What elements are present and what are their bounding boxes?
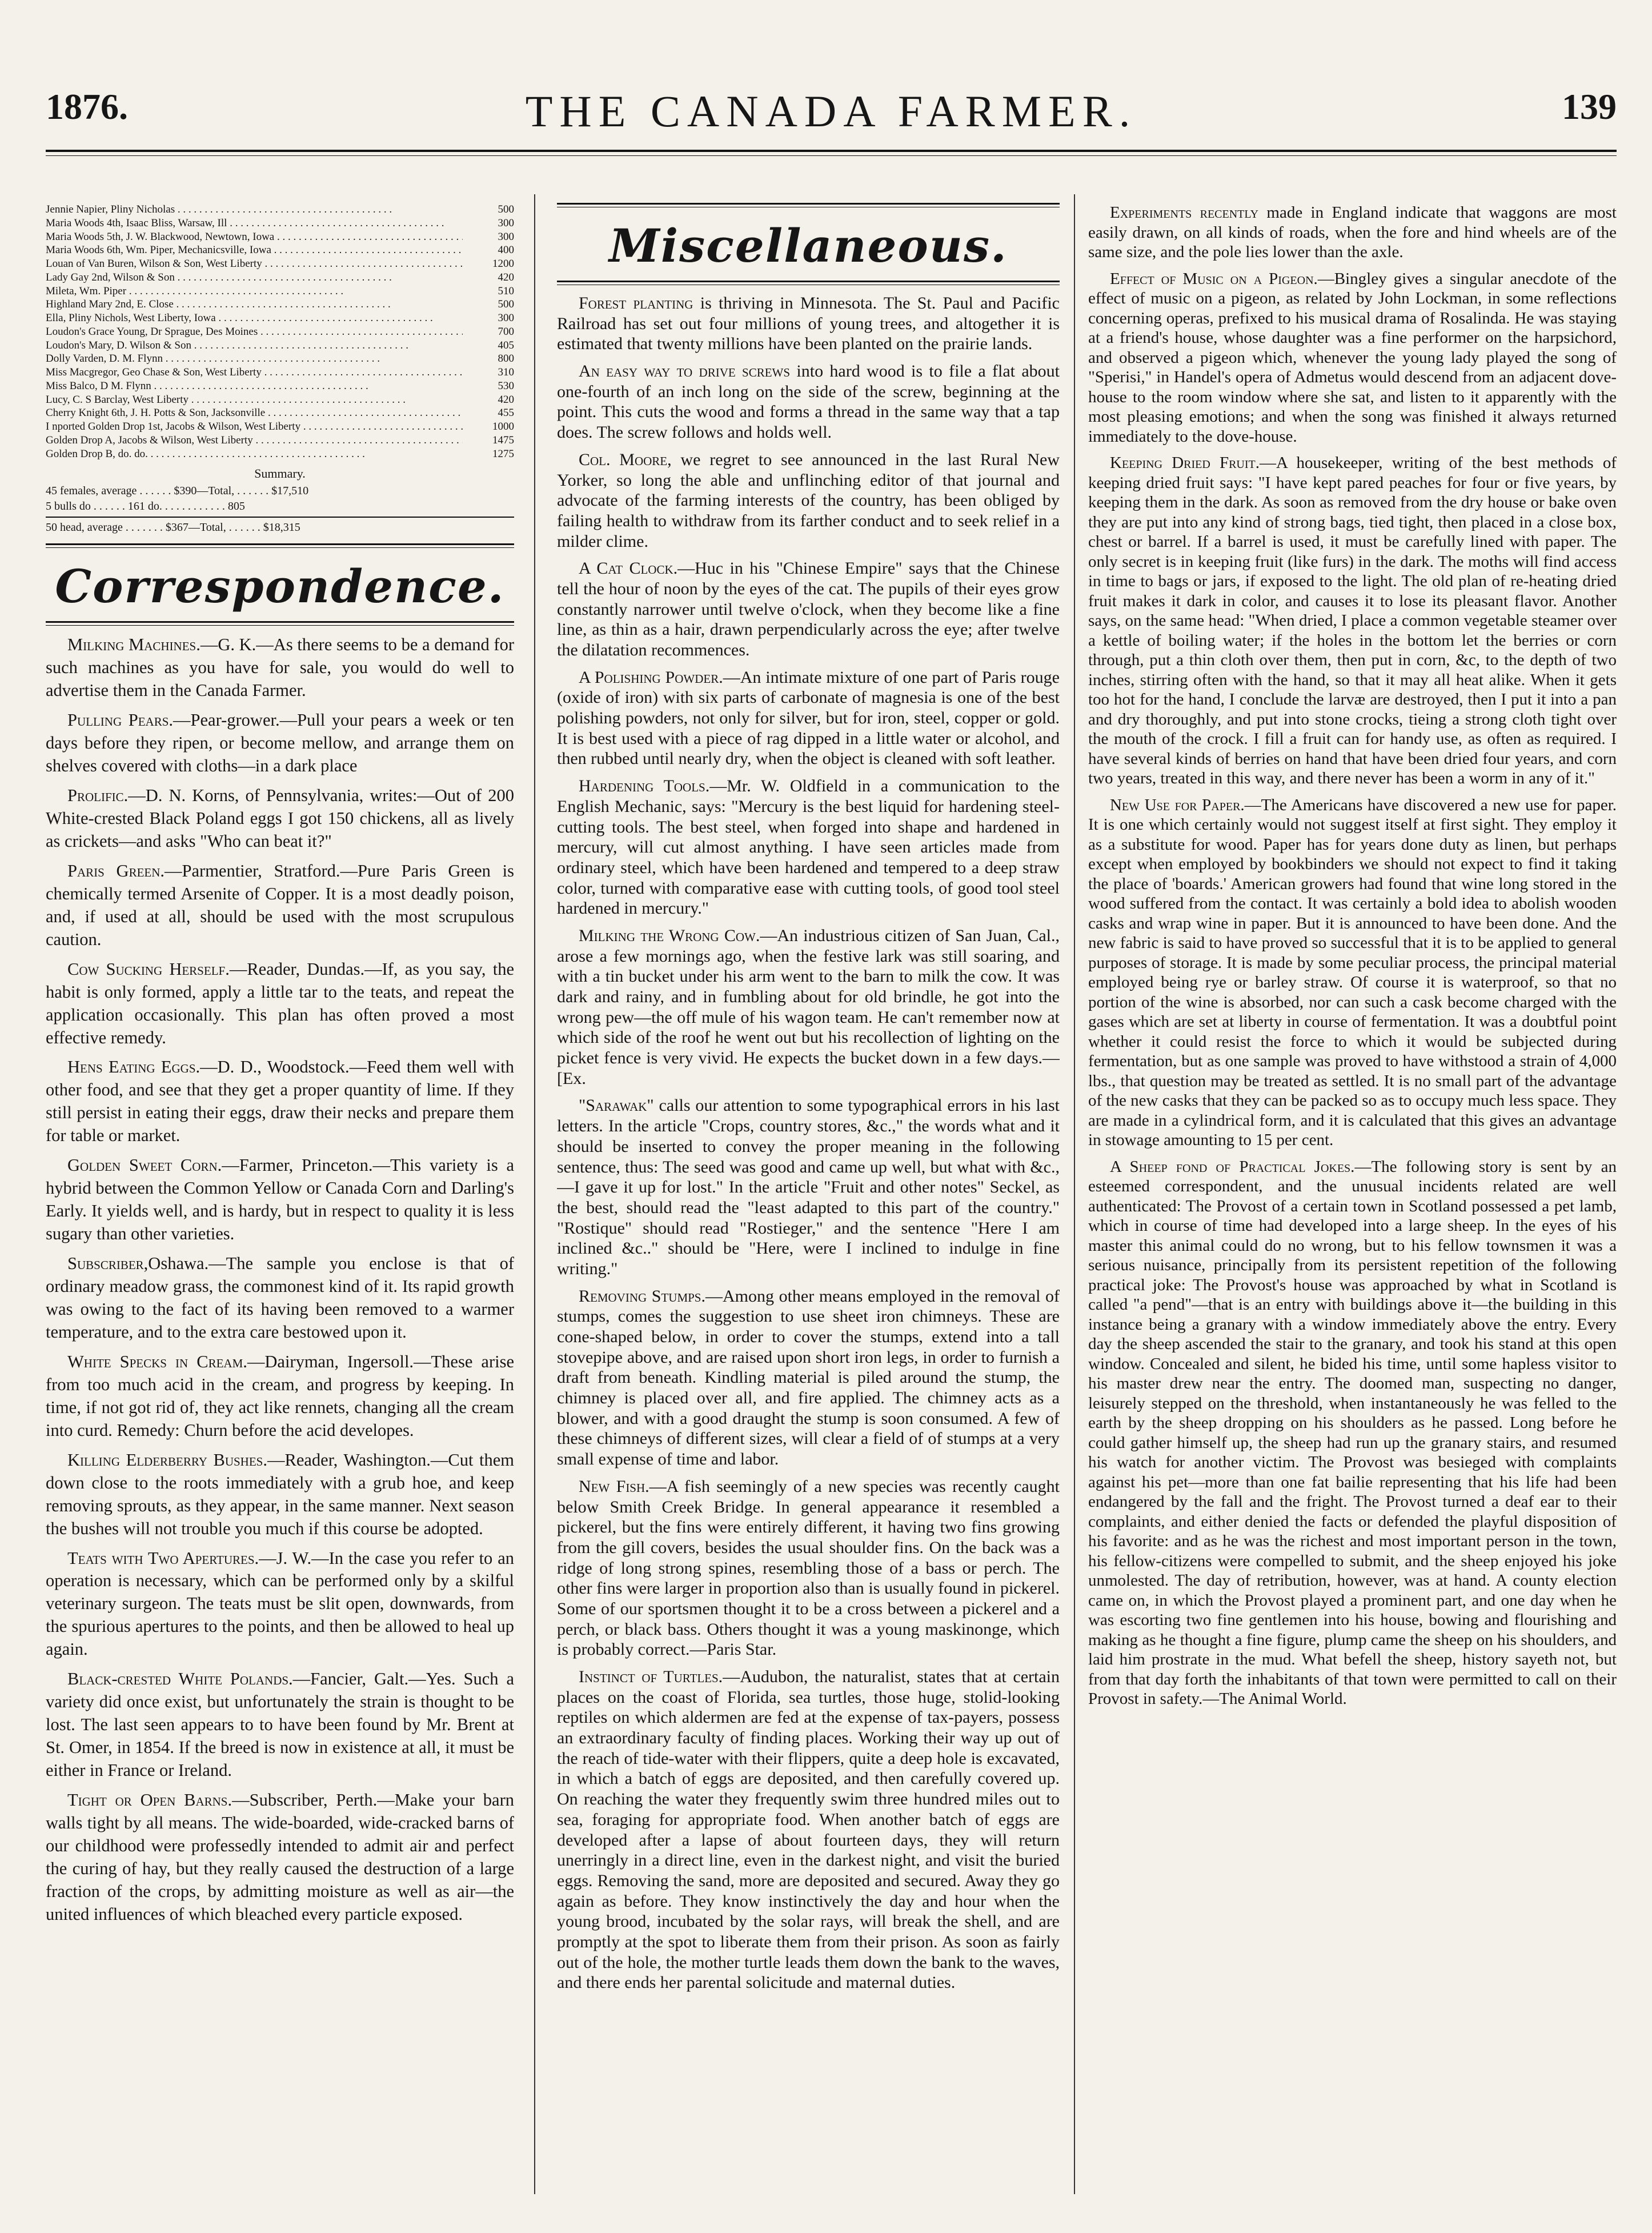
record-name: Cherry Knight 6th, J. H. Potts & Son, Jacksonville . . . [46, 406, 463, 420]
sale-record [46, 311, 514, 325]
article-lead: Cow Sucking Herself. [67, 959, 230, 979]
record-name: Maria Woods 6th, Wm. Piper, Mechanicsville, Iowa . . . [46, 243, 463, 257]
sale-record [46, 447, 514, 461]
column-right [1088, 203, 1617, 1716]
article-text: —Bingley gives a singular anecdote of the effect of music on a pigeon, as related by John Lockman, in some reflections concerning operas, prefixed to his musical drama of Rosalinda. He was staying at a friend's house, whose daughter was a fine performer on the harpsichord, and observed a pigeon which, whenever the young lady played the song of "Sperisi," in Handel's opera of Admetus would descend from an adjacent dove-house to the room window where she sat, and listen to it apparently with the most pleasing emotions; and when the song was finished it always returned immediately to the dove-house. [1088, 269, 1617, 446]
article-lead: Experiments recently [1110, 203, 1259, 222]
section-heading-miscellaneous: Miscellaneous. [609, 219, 1008, 273]
article-text: —A housekeeper, writing of the best methods of keeping dried fruit says: "I have kept pared peaches for four or five years, by keeping them in the dark. As soon as removed from the dry house or bake oven they are put into any kind of strong bags, tied tight, then placed in a close box, chest or barrel. If a barrel is used, it must be carefully lined with paper. The only secret is in keeping fruit (like furs) in the dark. The moths will find access in time to bags or jars, if exposed to the light. The old plan of re-heating dried fruit makes it dark in color, and causes it to lose its pleasant flavor. Another says, on the same head: "When dried, I place a common vegetable steamer over a kettle of boiling water; if the holes in the bottom let the berries or corn through, put a thin cloth over them, then put in corn, &c, to the depth of two inches, stirring often with the hand, so that it may all heat alike. When it gets too hot for the hand, I conclude the larvæ are destroyed, then I put it into a pan and dry thoroughly, and put into stone crocks, tieing a strong cloth tight over the mouth of the crock. I fill a fruit can for handy use, as often as required. I have several kinds of berries on hand that have been dried four years, and corn two years, treated in this way, and there never has been a worm in any of it." [1088, 454, 1617, 787]
article-paragraph [46, 1789, 514, 1926]
article-text: —Parmentier, Stratford.—Pure Paris Green is chemically termed Arsenite of Copper. It is a most deadly poison, and, if used at all, should be used with the most scrupulous caution. [46, 861, 514, 949]
record-value: 310 [498, 366, 514, 378]
correspondence-articles [46, 634, 514, 1926]
article-lead: Killing Elderberry Bushes. [67, 1450, 267, 1470]
article-text: —D. D., Woodstock.—Feed them well with other food, and see that they get a proper quantity of lime. If they still persist in eating their eggs, draw their necks and prepare them for table or market. [46, 1057, 514, 1146]
article-text: —Reader, Washington.—Cut them down close to the roots immediately with a grub hoe, and keep removing sprouts, as they appear, in the same manner. Next season the bushes will not trouble you much if this course be adopted. [46, 1450, 514, 1538]
article-lead: An easy way to drive screws [579, 362, 791, 381]
article-paragraph [46, 1449, 514, 1540]
article-lead: White Specks in Cream. [67, 1351, 247, 1371]
article-text: —Among other means employed in the removal of stumps, comes the suggestion to use sheet iron chimneys. These are cone-shaped below, in order to cover the stumps, extend into a tall stovepipe above, and are raised upon short iron legs, in order to furnish a draft from beneath. Kindling material is piled around the stump, the chimney is placed over all, and fire applied. The chimney acts as a blower, and with a good draught the stump is soon consumed. A few of these chimneys of different sizes, will clear a field of of stumps at a very small expense of time and labor. [557, 1286, 1060, 1469]
record-value: 300 [498, 217, 514, 229]
article-lead: Prolific. [67, 785, 129, 805]
record-name: Jennie Napier, Pliny Nicholas . . . [46, 203, 463, 217]
record-name: Golden Drop B, do. do. . . . [46, 447, 463, 461]
article-lead: Paris Green. [67, 861, 165, 881]
article-paragraph [557, 667, 1060, 769]
column-divider [534, 194, 535, 2194]
record-name: Miss Macgregor, Geo Chase & Son, West Liberty . . . [46, 366, 463, 379]
record-name: I nported Golden Drop 1st, Jacobs & Wilson, West Liberty . . . [46, 420, 463, 434]
article-paragraph [557, 450, 1060, 551]
article-paragraph [557, 558, 1060, 660]
record-name: Lucy, C. S Barclay, West Liberty . . . [46, 393, 463, 407]
article-text: —G. K.—As there seems to be a demand for such machines as you have for sale, you would do well to advertise them in the Canada Farmer. [46, 635, 514, 701]
record-value: 300 [498, 230, 514, 243]
article-text: Oshawa.—The sample you enclose is that of ordinary meadow grass, the commonest kind of it. Its rapid growth was owing to the fact of its having been removed to a warmer temperature, and to the extra care bestowed upon it. [46, 1254, 514, 1342]
article-text: —J. W.—In the case you refer to an operation is necessary, which can be performed only by a skilful veterinary surgeon. The teats must be slit open, downwards, from the spurious apertures to the points, and then be allowed to heal up again. [46, 1548, 514, 1659]
article-paragraph [557, 1667, 1060, 1993]
record-name: Dolly Varden, D. M. Flynn . . . [46, 352, 463, 366]
article-lead: Instinct of Turtles. [579, 1667, 723, 1686]
article-lead: Tight or Open Barns. [67, 1790, 232, 1810]
column-right-articles [1088, 203, 1617, 1709]
record-name: Loudon's Mary, D. Wilson & Son . . . [46, 339, 463, 353]
article-text: —Subscriber, Perth.—Make your barn walls tight by all means. The wide-boarded, wide-cracked barns of our childhood were professedly intended to admit air and perfect the curing of hay, but they really caused the destruction of a large fraction of the crops, by admitting moisture as well as air—the united influences of which bleached every particle exposed. [46, 1790, 514, 1924]
article-lead: Effect of Music on a Pigeon. [1110, 269, 1318, 288]
sale-record [46, 217, 514, 230]
record-name: Miss Balco, D M. Flynn . . . [46, 379, 463, 393]
record-name: Lady Gay 2nd, Wilson & Son . . . [46, 271, 463, 285]
article-paragraph [557, 926, 1060, 1089]
article-lead: Keeping Dried Fruit. [1110, 454, 1260, 472]
article-lead: Forest planting [579, 294, 693, 313]
record-value: 420 [498, 271, 514, 283]
column-divider [1074, 194, 1075, 2194]
sale-record [46, 203, 514, 217]
record-value: 800 [498, 353, 514, 365]
article-paragraph [46, 1056, 514, 1147]
article-paragraph [557, 776, 1060, 919]
section-divider [46, 621, 514, 626]
article-lead: Teats with Two Apertures. [67, 1548, 259, 1568]
sale-record [46, 257, 514, 271]
article-lead: Golden Sweet Corn. [67, 1155, 222, 1175]
record-value: 530 [498, 379, 514, 392]
sale-record [46, 366, 514, 379]
article-paragraph [46, 1547, 514, 1662]
record-name: Louan of Van Buren, Wilson & Son, West Liberty . . . [46, 257, 463, 271]
header-rule [46, 150, 1617, 152]
page-number: 139 [1562, 86, 1617, 127]
article-text: —An industrious citizen of San Juan, Cal., arose a few mornings ago, when the festive lark was still soaring, and with a tin bucket under his arm went to the barn to milk the cow. It was dark and rainy, and in fumbling about for old brindle, he got into the wrong pew—the off mule of his wagon team. He can't remember now at which side of the roof he went out but his recollection of lighting on the picket fence is very vivid. He expects the bucket down in a few days.—[Ex. [557, 926, 1060, 1088]
section-heading-correspondence: Correspondence. [55, 559, 505, 614]
record-name: Ella, Pliny Nichols, West Liberty, Iowa . . . [46, 311, 463, 325]
article-text: made in England indicate that waggons are most easily drawn, on all kinds of roads, when the fore and hind wheels are of the same size, and the pole lies lower than the axle. [1088, 203, 1617, 261]
record-name: Maria Woods 4th, Isaac Bliss, Warsaw, Ill . . . [46, 217, 463, 230]
article-text: we regret to see announced in the last Rural New Yorker, so long the able and unflinching editor of that journal and advocate of the farming interests of the country, has been obliged by failing health to withdraw from its farther conduct and to seek relief in a milder clime. [557, 450, 1060, 551]
article-text: —Pear-grower.—Pull your pears a week or ten days before they ripen, or become mellow, and arrange them on shelves covered with cloths—in a dark place [46, 710, 514, 776]
sale-record [46, 406, 514, 420]
article-text: —Audubon, the naturalist, states that at certain places on the coast of Florida, sea turtles, those huge, stolid-looking reptiles on which aldermen are fed at the expense of tax-payers, possess an extraordinary faculty of finding places. Working their way up out of the reach of tide-water with their flippers, quite a deep hole is excavated, in which a batch of eggs are deposited, and then carefully covered up. On reaching the water they frequently swim three hundred miles out to sea, foraging for appropriate food. When another batch of eggs are developed after a lapse of about fourteen days, they will return unerringly in a direct line, even in the darkest night, and visit the buried eggs. Removing the sand, more are deposited and secured. Away they go again as before. They know instinctively the day and hour when the young brood, incubated by the solar rays, will break the shell, and are promptly at the spot to liberate them from their prison. As soon as fairly out of the hole, the mother turtle leads them down the bank to the waves, and there ends her parental solicitude and maternal duties. [557, 1667, 1060, 1992]
record-value: 1200 [492, 258, 514, 270]
article-paragraph [46, 1252, 514, 1344]
record-value: 510 [498, 285, 514, 297]
record-value: 400 [498, 244, 514, 257]
article-paragraph [46, 709, 514, 778]
article-text: —Dairyman, Ingersoll.—These arise from too much acid in the cream, and progress by keeping. In time, if not got rid of, they act like rennets, changing all the cream into curd. Remedy: Churn before the acid developes. [46, 1351, 514, 1440]
article-lead: A Sheep fond of Practical Jokes. [1110, 1157, 1355, 1176]
masthead [46, 86, 1617, 137]
article-lead: New Fish. [579, 1476, 649, 1496]
summary-line: 5 bulls do . . . . . . 161 do. . . . . . . . . . . . 805 [46, 500, 245, 513]
article-lead: Removing Stumps. [579, 1286, 705, 1306]
article-paragraph [1088, 795, 1617, 1150]
record-value: 1275 [492, 447, 514, 460]
summary-line: 45 females, average . . . . . . $390—Total, . . . . . . $17,510 [46, 485, 309, 498]
article-paragraph [46, 1351, 514, 1442]
article-paragraph [557, 1286, 1060, 1470]
article-lead: "Sarawak" [579, 1096, 654, 1115]
sale-record [46, 230, 514, 244]
publication-title: THE CANADA FARMER. [525, 86, 1137, 136]
record-value: 405 [498, 339, 514, 351]
article-lead: Milking the Wrong Cow. [579, 926, 760, 945]
article-paragraph [557, 1095, 1060, 1279]
article-paragraph [46, 785, 514, 853]
article-text: —Reader, Dundas.—If, as you say, the habit is only formed, apply a little tar to the teats, and repeat the application occasionally. This plan has often proved a most effective remedy. [46, 959, 514, 1047]
sale-record [46, 285, 514, 298]
record-value: 455 [498, 407, 514, 419]
article-paragraph [1088, 453, 1617, 789]
sale-record [46, 339, 514, 353]
article-lead: New Use for Paper. [1110, 795, 1245, 814]
article-lead: Pulling Pears. [67, 710, 174, 730]
sale-record [46, 243, 514, 257]
article-lead: A Polishing Powder. [579, 667, 723, 687]
sale-records-list [46, 203, 514, 461]
article-paragraph [557, 1476, 1060, 1660]
sale-record [46, 325, 514, 339]
column-middle [557, 203, 1060, 2000]
article-lead: Black-crested White Polands. [67, 1669, 293, 1689]
article-paragraph [1088, 1157, 1617, 1709]
article-paragraph [46, 1668, 514, 1782]
sale-record [46, 352, 514, 366]
section-divider [557, 281, 1060, 285]
article-text: is thriving in Minnesota. The St. Paul and Pacific Railroad has set out four millions of young trees, and altogether it is estimated that twenty millions have been planted on the prairie lands. [557, 294, 1060, 354]
sale-record [46, 420, 514, 434]
article-lead: Subscriber, [67, 1254, 149, 1274]
article-text: —The Americans have discovered a new use for paper. It is one which certainly would not suggest itself at first sight. They employ it as a substitute for wood. Paper has for years done duty as linen, but perhaps except when employed by bookbinders we should not expect to find it taking the place of 'boards.' American growers had found that wine long stored in the wood suffered from the contact. It was certainly a bold idea to abolish wooden casks and wrap wine in paper. But it is announced to have been done. And the new fabric is said to have proved so successful that it is to be applied to general purposes of storage. It is made by some peculiar process, the principal material employed being rye or barley straw. Of course it is waterproof, so that no portion of the wine is absorbed, nor can such a cask become charged with the gases which are set at liberty in course of fermentation. It was a doubtful point whether it could resist the force to which it would be subjected during fermentation, but as one sample was proved to have withstood a strain of 4,000 lbs., that question may be treated as settled. It is no small part of the advantage of the new casks that they can be packed so as to occupy much less space. They are made in a cylindrical form, and it is calculated that this gives an advantage in stowage amounting to 15 per cent. [1088, 795, 1617, 1149]
record-value: 500 [498, 298, 514, 311]
article-paragraph [46, 634, 514, 702]
sale-record [46, 271, 514, 285]
record-value: 1475 [492, 434, 514, 446]
article-paragraph [1088, 203, 1617, 262]
record-value: 300 [498, 312, 514, 324]
article-text: —Fancier, Galt.—Yes. Such a variety did once exist, but unfortunately the strain is thought to be lost. The last seen appears to to have been found by Mr. Brent at St. Omer, in 1854. If the breed is now in existence at all, it must be either in France or Ireland. [46, 1669, 514, 1780]
sale-record [46, 393, 514, 407]
sale-record [46, 434, 514, 447]
record-value: 500 [498, 203, 514, 215]
sale-record [46, 379, 514, 393]
article-text: —An intimate mixture of one part of Paris rouge (oxide of iron) with six parts of carbonate of magnesia is one of the best polishing powders, not only for silver, but for iron, steel, copper or gold. It is best used with a piece of rag dipped in a little water or alcohol, and then rubbed until nearly dry, when the object is cleaned with soft leather. [557, 667, 1060, 769]
article-paragraph [46, 860, 514, 951]
article-text: —Huc in his "Chinese Empire" says that the Chinese tell the hour of noon by the eyes of the cat. The pupils of their eyes grow constantly narrower until twelve o'clock, when they become like a fine line, as thin as a hair, drawn perpendicularly across the eye; after twelve the dilatation recommences. [557, 559, 1060, 659]
record-name: Maria Woods 5th, J. W. Blackwood, Newtown, Iowa . . . [46, 230, 463, 244]
issue-year: 1876. [46, 86, 128, 127]
record-name: Highland Mary 2nd, E. Close . . . [46, 298, 463, 311]
record-value: 700 [498, 325, 514, 338]
article-paragraph [557, 361, 1060, 443]
section-divider [557, 203, 1060, 207]
article-lead: Hens Eating Eggs. [67, 1057, 201, 1077]
sale-record [46, 298, 514, 311]
article-text: —Mr. W. Oldfield in a communication to the English Mechanic, says: "Mercury is the best liquid for hardening steel-cutting tools. The best steel, when forged into shape and hardened in mercury, will cut almost anything. I have seen articles made from ordinary steel, which have been hardened and tempered to a deep straw color, turned with comparative ease with cutting tools, of good tool steel hardened in mercury." [557, 777, 1060, 918]
section-divider [46, 543, 514, 548]
record-value: 1000 [492, 421, 514, 433]
article-text: calls our attention to some typographical errors in his last letters. In the article "Crops, country stores, &c.," the words what and it should be inserted to convey the proper meaning in the following sentence, thus: The seed was good and came up well, but what with &c.,—I gave it up for lost." In the article "Fruit and other notes" Seckel, as the best, should read the "least adapted to this part of the country." "Rostique" should read "Rostieger," and the sentence "Here I am inclined &c.." should be "Here, were I inclined to indulge in fine writing." [557, 1096, 1060, 1278]
article-paragraph [557, 293, 1060, 354]
record-name: Golden Drop A, Jacobs & Wilson, West Liberty . . . [46, 434, 463, 447]
summary-heading: Summary. [254, 466, 306, 481]
record-name: Loudon's Grace Young, Dr Sprague, Des Moines . . . [46, 325, 463, 339]
article-text: —Farmer, Princeton.—This variety is a hybrid between the Common Yellow or Canada Corn and Darling's Early. It yields well, and is hardy, but in respect to quality it is less sugary than other varieties. [46, 1155, 514, 1244]
record-value: 420 [498, 393, 514, 406]
article-text: —A fish seemingly of a new species was recently caught below Smith Creek Bridge. In general appearance it resembled a pickerel, but the fins were entirely different, it having two fins growing from the gill covers, besides the usual shoulder fins. On the back was a ridge of long strong spines, resembling those of a bass or perch. The other fins were larger in proportion also than is usually found in pickerel. Some of our sportsmen thought it to be a cross between a pickerel and a perch, or black bass. Others thought it was a young maskinonge, which is probably correct.—Paris Star. [557, 1476, 1060, 1659]
article-paragraph [1088, 269, 1617, 447]
article-paragraph [46, 958, 514, 1050]
article-text: —The following story is sent by an esteemed correspondent, and the unusual incidents related are well authenticated: The Provost of a certain town in Scotland possessed a pet lamb, which in course of time had developed into a large sheep. In the eyes of his master this animal could do no wrong, but to his fellow townsmen it was a serious nuisance, principally from its persistent repetition of the following practical joke: The Provost's house was approached by what in Scotland is called "a pend"—that is an entry with buildings above it—the building in this instance being a granary with a window immediately above the entry. Every day the sheep ascended the stair to the granary, and took his stand at this open window. Concealed and silent, he bided his time, until some hapless visitor to his master drew near the entry. The doomed man, suspecting no danger, leisurely stepped on the threshold, when instantaneously he was felled to the earth by the sheep dropping on his shoulders as he passed. Long before he could gather himself up, the sheep had run up the granary stairs, and resumed his watch for another victim. The Provost was besieged with complaints against his pet—more than one fat bailie representing that his life had been endangered by the fall and the fright. The Provost turned a deaf ear to their complaints, and either denied the facts or defended the playful disposition of his favorite: and as he was the richest and most important person in the town, his fellow-citizens were compelled to submit, and the sheep enjoyed his joke unmolested. The day of retribution, however, was at hand. A county election came on, in which the Provost played a prominent part, and one day when he was escorting two fine gentlemen into his house, bowing and flourishing and making as he thought a fine figure, plump came the sheep on his shoulders, and laid him prostrate in the mud. What befell the sheep, history sayeth not, but from that day forth the inhabitants of that town were permitted to call on their Provost in safety.—The Animal World. [1088, 1157, 1617, 1708]
article-paragraph [46, 1154, 514, 1246]
article-lead: A Cat Clock. [579, 559, 678, 578]
summary-line: 50 head, average . . . . . . . $367—Total, . . . . . . $18,315 [46, 517, 514, 535]
article-lead: Milking Machines. [67, 635, 201, 655]
record-name: Mileta, Wm. Piper . . . [46, 285, 463, 298]
article-text: into hard wood is to file a flat about one-fourth of an inch long on the side of the screw, beginning at the point. This cuts the wood and forms a thread in the same way that a tap does. The screw follows and holds well. [557, 362, 1060, 442]
column-left [46, 203, 514, 1933]
header-rule-thin [46, 155, 1617, 156]
article-lead: Hardening Tools. [579, 777, 710, 796]
article-text: —D. N. Korns, of Pennsylvania, writes:—Out of 200 White-crested Black Poland eggs I got 150 chickens, all as lively as crickets—and asks "Who can beat it?" [46, 785, 514, 851]
article-lead: Col. Moore, [579, 450, 672, 469]
miscellaneous-articles [557, 293, 1060, 1993]
